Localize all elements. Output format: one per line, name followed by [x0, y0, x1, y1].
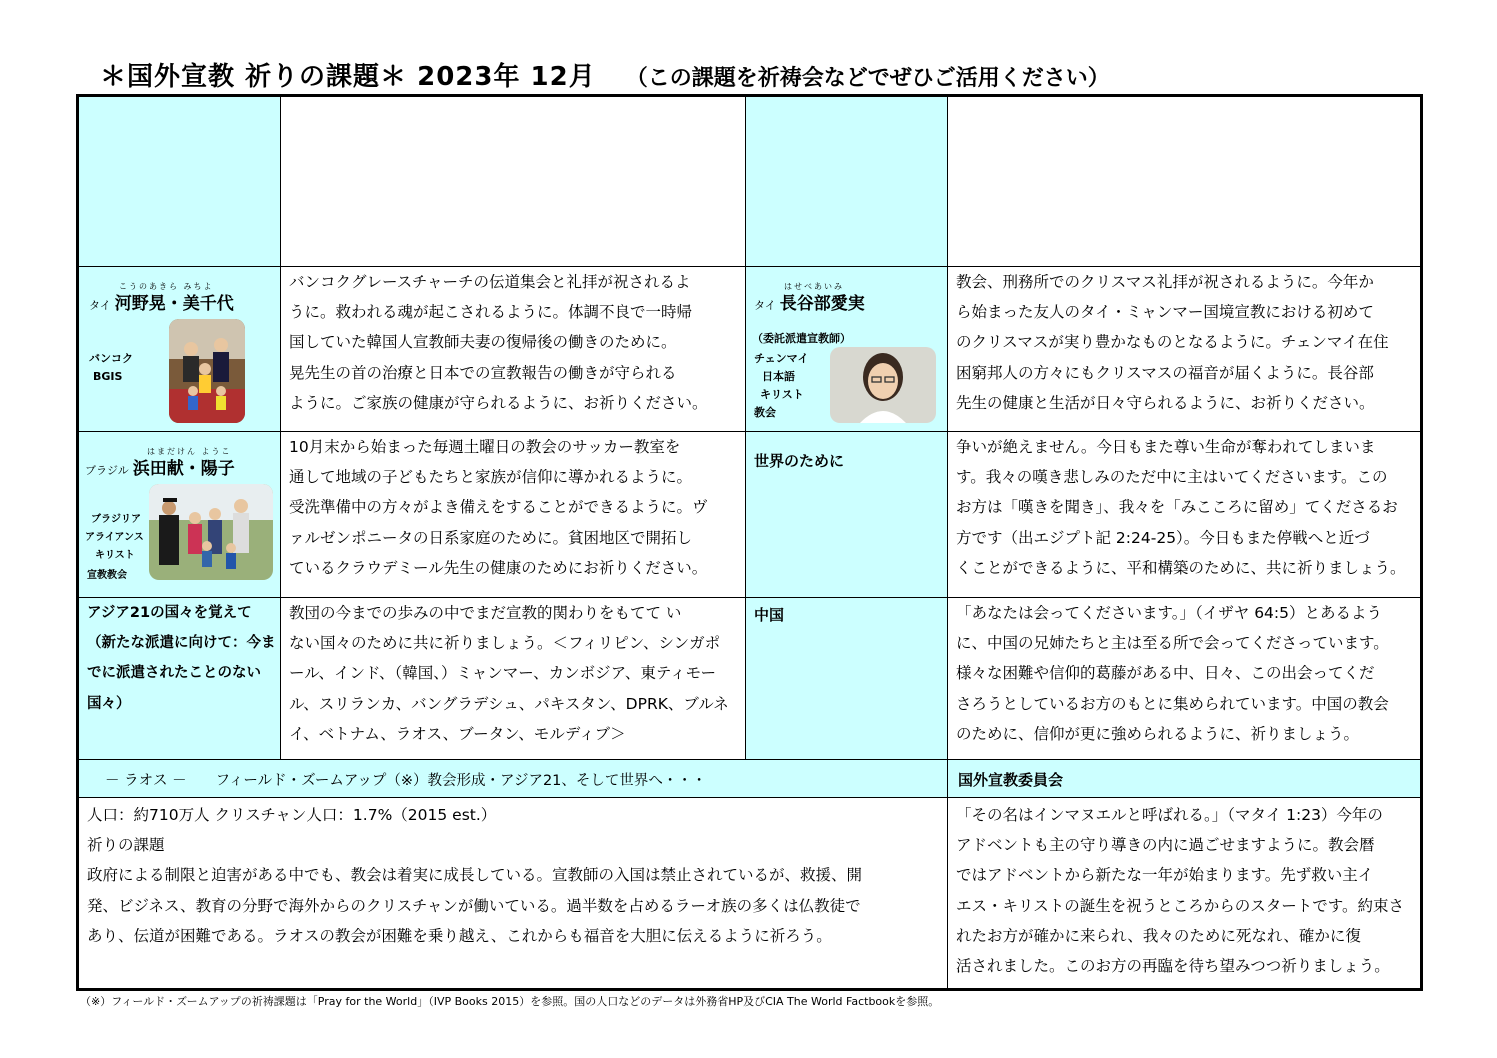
missionary-name: ブラジル 浜田献・陽子 — [85, 459, 235, 479]
place-line: キリスト — [95, 550, 135, 561]
page-title — [100, 56, 1110, 93]
prayer-line: のために、信仰が更に強められるように、祈りましょう。 — [956, 724, 1360, 743]
prayer-asia — [281, 598, 746, 760]
place-line: 宣教教会 — [87, 570, 127, 581]
prayer-world — [948, 432, 1420, 598]
laos-body — [79, 798, 948, 988]
family-photo — [149, 484, 273, 580]
prayer-line: 教団の今までの歩みの中でまだ宣教的関わりをもてて い — [289, 604, 682, 622]
name-ruby: はまだけん ようこ — [147, 447, 232, 456]
committee-line: 活されました。このお方の再臨を待ち望みつつ祈りましょう。 — [956, 957, 1390, 976]
place-line: チェンマイ — [754, 352, 809, 365]
prayer-line: 国していた韓国人宣教師夫妻の復帰後の働きのために。 — [289, 333, 677, 352]
prayer-hasebe — [948, 267, 1420, 432]
prayer-line: のクリスマスが実り豊かなものとなるように。チェンマイ在住 — [956, 333, 1389, 352]
committee-line: エス・キリストの誕生を祝うところからのスタートです。約束さ — [956, 896, 1404, 915]
prayer-line: 10月末から始まった毎週土曜日の教会のサッカー教室を — [289, 438, 681, 456]
missionary-name: タイ 長谷部愛実 — [754, 294, 865, 314]
committee-line: ではアドベントから新たな一年が始まります。先ず救い主イ — [956, 866, 1374, 885]
prayer-line: 争いが絶えません。今日もまた尊い生命が奪われてしまいま — [956, 438, 1376, 456]
place-line: バンコク — [89, 352, 133, 365]
prayer-line: 先生の健康と生活が日々守られるように、お祈りください。 — [956, 393, 1375, 412]
asia-label-line: 国々） — [87, 695, 131, 712]
prayer-line: 方です（出エジプト記 2:24-25）。今日もまた停戦へと近づ — [956, 528, 1370, 547]
prayer-line: ように。ご家族の健康が守られるように、お祈りください。 — [289, 393, 708, 412]
prayer-line: ァルゼンポニータの日系家庭のために。貧困地区で開拓し — [289, 528, 693, 547]
title-main: ＊国外宣教 祈りの課題＊ 2023年 12月 — [100, 62, 596, 92]
missionary-kono — [79, 267, 281, 432]
prayer-line: 通して地域の子どもたちと家族が信仰に導かれるように。 — [289, 468, 693, 487]
empty-cell — [281, 97, 746, 267]
place-line: 日本語 — [762, 370, 795, 383]
laos-line: 発、ビジネス、教育の分野で海外からのクリスチャンが働いている。過半数を占めるラーオ族の多くは仏教徒で — [87, 896, 861, 915]
laos-line: 祈りの課題 — [87, 836, 165, 855]
prayer-line: バンコクグレースチャーチの伝道集会と礼拝が祝されるよ — [289, 273, 691, 291]
prayer-line: 様々な困難や信仰的葛藤がある中、日々、この出会ってくだ — [956, 664, 1375, 683]
committee-body — [948, 798, 1420, 988]
prayer-line: ール、インド、（韓国、）ミャンマー、カンボジア、東ティモー — [289, 664, 717, 683]
asia-label-line: でに派遣されたことのない — [87, 665, 261, 682]
laos-header-cell — [79, 760, 948, 798]
prayer-hamada — [281, 432, 746, 598]
prayer-line: す。我々の嘆き悲しみのただ中に主はいてくださいます。この — [956, 468, 1388, 487]
prayer-line: ているクラウデミール先生の健康のためにお祈りください。 — [289, 558, 708, 577]
place-line: 教会 — [754, 406, 776, 419]
prayer-line: 困窮邦人の方々にもクリスマスの福音が届くように。長谷部 — [956, 363, 1374, 382]
name-ruby: はせべあいみ — [784, 282, 844, 291]
place-line: アライアンス — [85, 532, 144, 543]
prayer-line: ない国々のために共に祈りましょう。＜フィリピン、シンガポ — [289, 634, 721, 653]
committee-line: アドベントも主の守り導きの内に過ごせますように。教会暦 — [956, 836, 1375, 855]
prayer-line: に、中国の兄姉たちと主は至る所で会ってくださっています。 — [956, 634, 1389, 653]
laos-line: あり、伝道が困難である。ラオスの教会が困難を乗り越え、これからも福音を大胆に伝えるように祈ろう。 — [87, 926, 832, 945]
missionary-hamada — [79, 432, 281, 598]
world-label: 世界のために — [754, 452, 845, 470]
prayer-line: 晃先生の首の治療と日本での宣教報告の働きが守られる — [289, 363, 677, 382]
prayer-line: お方は「嘆きを聞き」、我々を「みこころに留め」てくださるお — [956, 498, 1398, 517]
name-ruby: こうのあきら みちよ — [119, 282, 214, 291]
world-label-cell — [746, 432, 948, 598]
place-line: ブラジリア — [91, 514, 141, 525]
laos-line: 政府による制限と迫害がある中でも、教会は着実に成長している。宣教師の入国は禁止されているが、救援、開 — [87, 866, 863, 885]
missionary-hasebe — [746, 267, 948, 432]
prayer-line: ル、スリランカ、バングラデシュ、パキスタン、DPRK、ブルネ — [289, 694, 729, 713]
prayer-line: イ、ベトナム、ラオス、ブータン、モルディブ＞ — [289, 724, 626, 743]
family-photo — [169, 319, 245, 423]
laos-line: 人口：約710万人 クリスチャン人口：1.7%（2015 est.） — [87, 806, 497, 824]
portrait-photo — [830, 347, 936, 423]
prayer-line: 受洗準備中の方々がよき備えをすることができるように。ヴ — [289, 498, 708, 517]
committee-line: れたお方が確かに来られ、我々のために死なれ、確かに復 — [956, 926, 1361, 945]
prayer-line: うに。救われる魂が起こされるように。体調不良で一時帰 — [289, 303, 693, 322]
title-sub: （この課題を祈祷会などでぜひご活用ください） — [625, 66, 1110, 91]
place-line: キリスト — [760, 388, 804, 401]
prayer-line: 教会、刑務所でのクリスマス礼拝が祝されるように。今年か — [956, 273, 1374, 291]
prayer-kono — [281, 267, 746, 432]
laos-header: － ラオス － フィールド・ズームアップ（※）教会形成・アジア21、そして世界へ・・・ — [105, 773, 707, 789]
asia-label-cell — [79, 598, 281, 760]
prayer-line: ら始まった友人のタイ・ミャンマー国境宣教における初めて — [956, 303, 1374, 322]
empty-cell — [79, 97, 281, 267]
missionary-name: タイ 河野晃・美千代 — [89, 294, 234, 314]
prayer-china — [948, 598, 1420, 760]
china-label-cell — [746, 598, 948, 760]
asia-label-line: アジア21の国々を覚えて — [87, 605, 252, 621]
prayer-line: 「あなたは会ってくださいます。」（イザヤ 64:5）とあるよう — [956, 604, 1382, 622]
asia-label-line: （新たな派遣に向けて：今ま — [87, 635, 276, 652]
empty-cell — [746, 97, 948, 267]
prayer-line: さろうとしているお方のもとに集められています。中国の教会 — [956, 694, 1389, 713]
role-label: （委託派遣宣教師） — [752, 332, 851, 345]
place-line: BGIS — [93, 370, 123, 383]
empty-cell — [948, 97, 1420, 267]
committee-line: 「その名はインマヌエルと呼ばれる。」（マタイ 1:23）今年の — [956, 806, 1383, 824]
china-label: 中国 — [754, 606, 785, 624]
committee-header: 国外宣教委員会 — [958, 771, 1064, 789]
footnote: （※）フィールド・ズームアップの祈祷課題は「Pray for the World」（IVP Books 2015）を参照。国の人口などのデータは外務省HP及びCIA The World Factbookを参照。 — [80, 995, 940, 1008]
committee-header-cell — [948, 760, 1420, 798]
prayer-line: くことができるように、平和構築のために、共に祈りましょう。 — [956, 558, 1406, 577]
prayer-table — [76, 94, 1423, 991]
